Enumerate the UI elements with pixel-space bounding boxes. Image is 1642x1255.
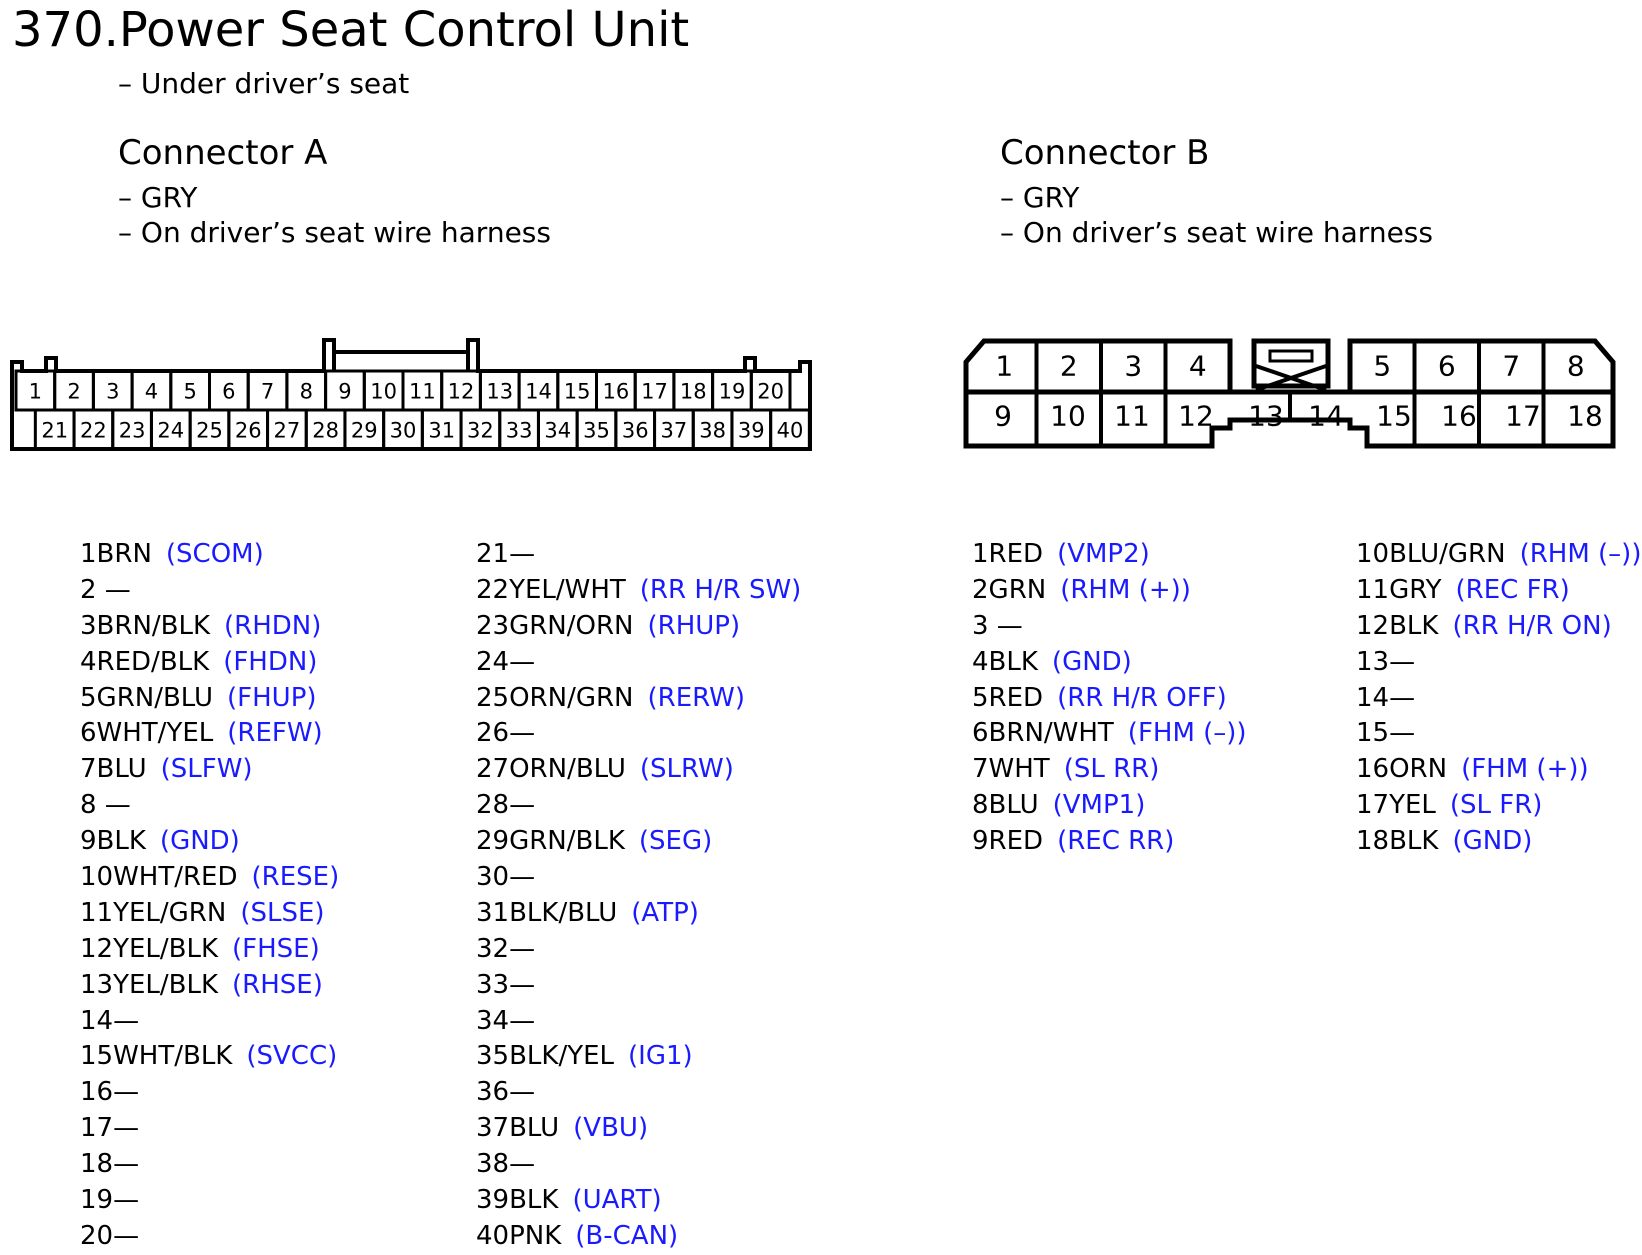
pin-number: 6	[1437, 349, 1456, 383]
pin-entry	[80, 1183, 339, 1219]
pin-wire-color: 25ORN/GRN	[476, 682, 634, 713]
pin-wire-color: 2GRN	[972, 574, 1047, 605]
pin-entry	[476, 716, 801, 752]
pin-wire-color: 6WHT/YEL	[80, 718, 214, 749]
pin-entry	[972, 609, 1247, 645]
pin-wire-color: 34—	[476, 1005, 536, 1036]
pin-number: 36	[621, 418, 649, 443]
pin-entry	[80, 1004, 339, 1040]
pin-wire-color: 15—	[1356, 718, 1416, 749]
pin-signal-name: (RR H/R OFF)	[1057, 682, 1227, 713]
connector-b-location: – On driver’s seat wire harness	[1000, 216, 1433, 249]
pin-wire-color: 33—	[476, 969, 536, 1000]
pin-wire-color: 10BLU/GRN	[1356, 539, 1506, 569]
pin-wire-color: 17YEL	[1356, 790, 1436, 821]
pin-signal-name: (FHM (–))	[1127, 718, 1247, 749]
pin-wire-color: 12BLK	[1356, 610, 1439, 641]
pin-entry	[80, 752, 339, 788]
pin-wire-color: 9BLK	[80, 826, 146, 857]
pin-wire-color: 11GRY	[1356, 574, 1442, 605]
pin-entry	[476, 609, 801, 645]
pin-number: 17	[641, 379, 668, 404]
pin-number: 20	[757, 379, 785, 404]
pin-wire-color: 26—	[476, 718, 536, 749]
pin-signal-name: (VBU)	[573, 1113, 649, 1144]
pin-wire-color: 7BLU	[80, 754, 147, 785]
pin-signal-name: (REC FR)	[1455, 574, 1570, 605]
pin-entry	[476, 824, 801, 860]
pin-number: 25	[196, 418, 223, 443]
pin-signal-name: (FHUP)	[227, 682, 317, 713]
pin-number: 31	[428, 418, 456, 443]
pin-wire-color: 4RED/BLK	[80, 646, 210, 677]
pin-number: 2	[1059, 349, 1078, 383]
pin-entry	[80, 968, 339, 1004]
pin-wire-color: 12YEL/BLK	[80, 933, 219, 964]
connector-a-pinlist-col2	[476, 537, 801, 1255]
pin-number: 4	[1188, 349, 1207, 383]
connector-a-pinlist-col1	[80, 537, 339, 1255]
pin-signal-name: (FHSE)	[232, 933, 320, 964]
pin-number: 4	[144, 379, 159, 404]
pin-wire-color: 30—	[476, 862, 536, 893]
pin-entry	[476, 1111, 801, 1147]
pin-number: 35	[583, 418, 610, 443]
pin-entry	[80, 932, 339, 968]
pin-entry	[1356, 537, 1641, 573]
pin-number: 33	[505, 418, 533, 443]
pin-wire-color: 14—	[80, 1005, 140, 1036]
pin-signal-name: (RHM (–))	[1519, 539, 1642, 569]
pin-signal-name: (GND)	[159, 826, 240, 857]
pin-entry	[476, 752, 801, 788]
pin-number: 9	[338, 379, 352, 404]
pin-wire-color: 16ORN	[1356, 754, 1448, 785]
pin-wire-color: 5RED	[972, 682, 1044, 713]
pin-number: 16	[602, 379, 630, 404]
pin-wire-color: 29GRN/BLK	[476, 826, 625, 857]
pin-entry	[1356, 681, 1641, 717]
pin-wire-color: 31BLK/BLU	[476, 897, 618, 928]
pin-number: 5	[183, 379, 197, 404]
pin-number: 30	[389, 418, 417, 443]
connector-a-color: – GRY	[118, 181, 198, 214]
pin-number: 15	[1376, 399, 1412, 433]
pin-wire-color: 24—	[476, 646, 536, 677]
pin-wire-color: 13YEL/BLK	[80, 969, 219, 1000]
pin-signal-name: (GND)	[1452, 826, 1533, 857]
pin-entry	[80, 1147, 339, 1183]
pin-number: 7	[1502, 349, 1521, 383]
pin-wire-color: 20—	[80, 1220, 140, 1251]
pin-entry	[80, 1111, 339, 1147]
pin-entry	[80, 716, 339, 752]
pin-wire-color: 23GRN/ORN	[476, 610, 634, 641]
pin-number: 10	[1050, 399, 1086, 433]
pin-entry	[476, 1219, 801, 1255]
pin-entry	[476, 788, 801, 824]
pin-entry	[80, 537, 339, 573]
pin-number: 8	[299, 379, 313, 404]
connector-b-pinlist-col1	[972, 537, 1247, 860]
pin-signal-name: (REC RR)	[1057, 826, 1175, 857]
pin-entry	[972, 716, 1247, 752]
pin-signal-name: (FHDN)	[223, 646, 318, 677]
pin-entry	[476, 537, 801, 573]
pin-number: 11	[1114, 399, 1150, 433]
pin-number: 21	[41, 418, 69, 443]
pin-number: 10	[370, 379, 398, 404]
pin-number: 12	[1178, 399, 1214, 433]
pin-signal-name: (SL FR)	[1449, 790, 1543, 821]
pin-signal-name: (SL RR)	[1063, 754, 1160, 785]
pin-number: 14	[1308, 399, 1344, 433]
connector-a-location: – On driver’s seat wire harness	[118, 216, 551, 249]
pin-signal-name: (SVCC)	[246, 1041, 338, 1072]
pin-wire-color: 19—	[80, 1185, 140, 1216]
pin-signal-name: (RHUP)	[647, 610, 741, 641]
pin-entry	[80, 645, 339, 681]
pin-number: 3	[106, 379, 120, 404]
connector-b-diagram	[0, 0, 1642, 460]
pin-entry	[972, 645, 1247, 681]
unit-location: – Under driver’s seat	[118, 67, 410, 100]
connector-b-key	[1270, 351, 1312, 361]
pin-wire-color: 1RED	[972, 539, 1044, 569]
pin-entry	[972, 752, 1247, 788]
pin-signal-name: (REFW)	[227, 718, 323, 749]
pin-signal-name: (RESE)	[251, 862, 340, 893]
pin-number: 27	[273, 418, 301, 443]
pin-number: 24	[157, 418, 185, 443]
pin-wire-color: 16—	[80, 1077, 140, 1108]
pin-number: 17	[1505, 399, 1541, 433]
pin-number: 26	[234, 418, 262, 443]
pin-wire-color: 35BLK/YEL	[476, 1041, 615, 1072]
pin-number: 3	[1124, 349, 1143, 383]
pin-entry	[476, 968, 801, 1004]
pin-signal-name: (VMP1)	[1052, 790, 1146, 821]
pin-wire-color: 32—	[476, 933, 536, 964]
pin-signal-name: (GND)	[1051, 646, 1132, 677]
pin-entry	[80, 860, 339, 896]
pin-wire-color: 38—	[476, 1149, 536, 1180]
pin-number: 22	[80, 418, 107, 443]
pin-wire-color: 11YEL/GRN	[80, 897, 227, 928]
pin-entry	[972, 573, 1247, 609]
pin-entry	[476, 681, 801, 717]
pin-entry	[972, 788, 1247, 824]
pin-entry	[476, 1075, 801, 1111]
pin-wire-color: 1BRN	[80, 539, 152, 569]
pin-wire-color: 5GRN/BLU	[80, 682, 214, 713]
pin-signal-name: (SCOM)	[165, 539, 264, 569]
pin-entry	[1356, 609, 1641, 645]
pin-number: 32	[467, 418, 494, 443]
pin-wire-color: 36—	[476, 1077, 536, 1108]
pin-entry	[476, 645, 801, 681]
pin-entry	[476, 1039, 801, 1075]
pin-number: 37	[660, 418, 688, 443]
pin-number: 9	[994, 399, 1012, 433]
connector-b-pinlist-col2	[1356, 537, 1641, 860]
pin-wire-color: 28—	[476, 790, 536, 821]
pin-entry	[1356, 716, 1641, 752]
pin-entry	[80, 1075, 339, 1111]
pin-wire-color: 39BLK	[476, 1185, 559, 1216]
pin-wire-color: 9RED	[972, 826, 1044, 857]
pin-signal-name: (RHDN)	[224, 610, 322, 641]
pin-signal-name: (SEG)	[638, 826, 713, 857]
pin-entry	[476, 1183, 801, 1219]
pin-entry	[80, 896, 339, 932]
pin-entry	[476, 860, 801, 896]
pin-signal-name: (B-CAN)	[575, 1220, 679, 1251]
pin-wire-color: 6BRN/WHT	[972, 718, 1114, 749]
pin-signal-name: (SLFW)	[160, 754, 253, 785]
pin-wire-color: 8BLU	[972, 790, 1039, 821]
pin-number: 12	[447, 379, 475, 404]
pin-entry	[80, 681, 339, 717]
pin-signal-name: (RHSE)	[232, 969, 323, 1000]
pin-signal-name: (IG1)	[628, 1041, 693, 1072]
pin-signal-name: (SLRW)	[639, 754, 734, 785]
pin-wire-color: 3 —	[972, 610, 1023, 641]
pin-entry	[80, 824, 339, 860]
pin-entry	[972, 537, 1247, 573]
pin-entry	[476, 896, 801, 932]
pin-number: 28	[312, 418, 339, 443]
pin-signal-name: (ATP)	[631, 897, 699, 928]
pin-wire-color: 17—	[80, 1113, 140, 1144]
pin-wire-color: 18BLK	[1356, 826, 1439, 857]
pin-entry	[80, 609, 339, 645]
pin-entry	[1356, 573, 1641, 609]
pin-signal-name: (FHM (+))	[1461, 754, 1589, 785]
pin-wire-color: 14—	[1356, 682, 1416, 713]
pin-number: 18	[679, 379, 707, 404]
pin-wire-color: 15WHT/BLK	[80, 1041, 233, 1072]
pin-number: 11	[408, 379, 436, 404]
pin-number: 14	[525, 379, 552, 404]
pin-number: 16	[1441, 399, 1477, 433]
pin-signal-name: (RHM (+))	[1060, 574, 1191, 605]
connector-b-color: – GRY	[1000, 181, 1080, 214]
pin-number: 1	[28, 379, 43, 404]
pin-number: 5	[1373, 349, 1392, 383]
pin-number: 18	[1567, 399, 1603, 433]
pin-entry	[476, 932, 801, 968]
pin-entry	[1356, 645, 1641, 681]
pin-signal-name: (RR H/R SW)	[639, 574, 802, 605]
pin-number: 7	[260, 379, 275, 404]
pin-entry	[1356, 824, 1641, 860]
pin-number: 23	[118, 418, 146, 443]
connector-b-heading: Connector B	[1000, 133, 1210, 173]
pin-entry	[1356, 788, 1641, 824]
pin-signal-name: (SLSE)	[240, 897, 325, 928]
pin-number: 1	[995, 349, 1014, 383]
pin-wire-color: 3BRN/BLK	[80, 610, 211, 641]
pin-entry	[80, 573, 339, 609]
pin-number: 2	[67, 379, 81, 404]
pin-wire-color: 22YEL/WHT	[476, 574, 626, 605]
pin-wire-color: 2 —	[80, 574, 131, 605]
pin-entry	[80, 788, 339, 824]
pin-number: 15	[563, 379, 591, 404]
pin-wire-color: 13—	[1356, 646, 1416, 677]
pin-wire-color: 10WHT/RED	[80, 862, 238, 893]
pin-entry	[476, 1147, 801, 1183]
pin-signal-name: (UART)	[572, 1185, 662, 1216]
pin-number: 19	[718, 379, 746, 404]
connector-a-heading: Connector A	[118, 133, 328, 173]
pin-wire-color: 4BLK	[972, 646, 1038, 677]
pin-entry	[476, 573, 801, 609]
pin-wire-color: 27ORN/BLU	[476, 754, 626, 785]
pin-wire-color: 8 —	[80, 790, 131, 821]
pin-entry	[476, 1004, 801, 1040]
pin-signal-name: (RERW)	[647, 682, 745, 713]
pin-entry	[80, 1039, 339, 1075]
page-title: 370.Power Seat Control Unit	[12, 2, 690, 58]
pin-wire-color: 7WHT	[972, 754, 1050, 785]
pin-wire-color: 21—	[476, 539, 536, 569]
pin-signal-name: (VMP2)	[1057, 539, 1150, 569]
pin-number: 34	[544, 418, 572, 443]
pin-entry	[80, 1219, 339, 1255]
pin-wire-color: 40PNK	[476, 1220, 562, 1251]
pin-entry	[972, 681, 1247, 717]
pin-number: 38	[699, 418, 726, 443]
pin-number: 6	[222, 379, 236, 404]
pin-wire-color: 37BLU	[476, 1113, 560, 1144]
pin-wire-color: 18—	[80, 1149, 140, 1180]
pin-signal-name: (RR H/R ON)	[1452, 610, 1612, 641]
pin-entry	[972, 824, 1247, 860]
pin-number: 29	[350, 418, 378, 443]
pin-number: 39	[737, 418, 765, 443]
pin-number: 8	[1566, 349, 1585, 383]
pin-entry	[1356, 752, 1641, 788]
pin-number: 13	[1248, 399, 1284, 433]
pin-number: 40	[776, 418, 804, 443]
pin-number: 13	[486, 379, 514, 404]
